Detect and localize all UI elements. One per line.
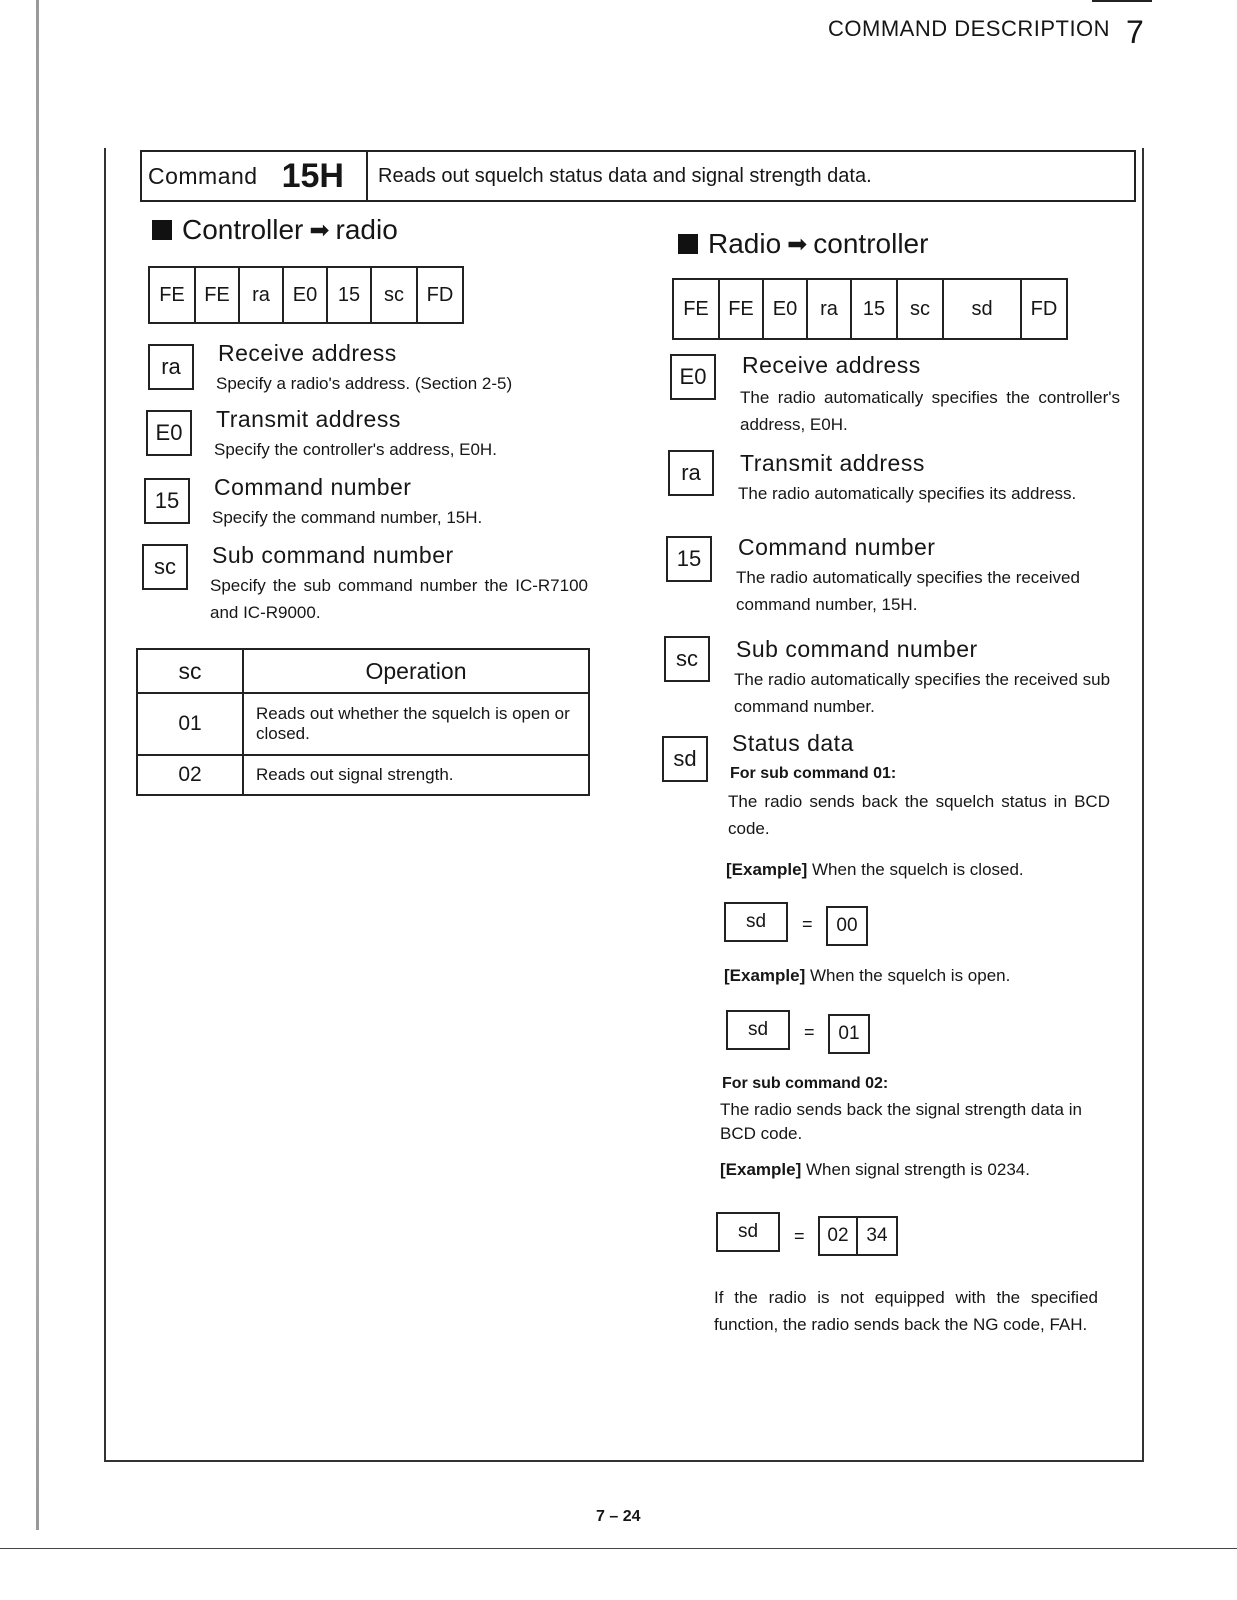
example-value-box: 34 xyxy=(856,1216,898,1256)
sub02-body: The radio sends back the signal strength data in BCD code. xyxy=(720,1100,1082,1143)
example-lhs-box: sd xyxy=(726,1010,790,1050)
field-description: The radio automatically specifies the received command number, 15H. xyxy=(736,568,1080,614)
table-cell-operation: Reads out signal strength. xyxy=(243,755,589,795)
chapter-number: 7 xyxy=(1126,14,1144,50)
frame-cell: sc xyxy=(898,280,944,338)
field-code-box: sd xyxy=(662,736,708,782)
field-description: Specify the sub command number the IC-R7100 and IC-R9000. xyxy=(210,576,588,622)
field-description: The radio automatically specifies its address. xyxy=(738,484,1077,503)
section-header: COMMAND DESCRIPTION xyxy=(828,16,1111,41)
controller-to-radio-title: Controller ➡ radio xyxy=(152,214,398,246)
field-description: Specify a radio's address. (Section 2-5) xyxy=(216,374,513,393)
frame-cell: FD xyxy=(426,283,454,306)
example-value-box: 01 xyxy=(828,1014,870,1054)
radio-frame-format xyxy=(672,278,1068,340)
frame-cell: FE xyxy=(196,268,240,322)
header-rule xyxy=(1092,0,1152,2)
field-description: Specify the command number, 15H. xyxy=(212,508,483,527)
sub01-heading: For sub command 01: xyxy=(730,765,897,782)
field-description: The radio automatically specifies the received sub command number. xyxy=(734,670,1111,716)
example-label: [Example] When the squelch is closed. xyxy=(726,860,1024,879)
table-row xyxy=(137,693,589,755)
equals-sign: = xyxy=(794,1226,805,1246)
table-header-sc: sc xyxy=(137,649,243,693)
frame-cell: FE xyxy=(720,280,764,338)
sub02-heading: For sub command 02: xyxy=(722,1075,889,1092)
radio-to-controller-title: Radio ➡ controller xyxy=(678,228,928,260)
command-bar xyxy=(140,150,1136,202)
field-code-box: E0 xyxy=(146,410,192,456)
right-arrow-icon: ➡ xyxy=(787,230,808,258)
command-id-cell xyxy=(142,152,368,200)
frame-cell: FE xyxy=(674,280,720,338)
example-label: [Example] When the squelch is open. xyxy=(724,966,1011,985)
command-label: Command xyxy=(148,162,258,189)
frame-cell: FD xyxy=(1030,297,1058,320)
controller-frame-format xyxy=(148,266,464,324)
table-cell-operation: Reads out whether the squelch is open or closed. xyxy=(243,693,589,755)
frame-cell: sd xyxy=(944,280,1022,338)
right-arrow-icon: ➡ xyxy=(309,216,330,244)
frame-cell: ra xyxy=(240,268,284,322)
sub-command-table xyxy=(136,648,590,796)
field-title: Sub command number xyxy=(212,542,454,568)
example-value-box: 00 xyxy=(826,906,868,946)
field-title: Command number xyxy=(214,474,412,500)
table-cell-sc: 02 xyxy=(137,755,243,795)
frame-cell: E0 xyxy=(284,268,328,322)
example-value-box: 02 xyxy=(818,1216,858,1256)
frame-cell: ra xyxy=(808,280,852,338)
frame-cell: 15 xyxy=(328,268,372,322)
equals-sign: = xyxy=(802,914,813,934)
field-title: Status data xyxy=(732,730,854,756)
page-number: 7 – 24 xyxy=(596,1508,641,1525)
field-code-box: ra xyxy=(148,344,194,390)
equals-sign: = xyxy=(804,1022,815,1042)
field-title: Transmit address xyxy=(740,450,925,476)
table-header-operation: Operation xyxy=(243,649,589,693)
frame-cell: sc xyxy=(372,268,418,322)
example-lhs-box: sd xyxy=(716,1212,780,1252)
field-title: Receive address xyxy=(742,352,921,378)
example-label: [Example] When signal strength is 0234. xyxy=(720,1160,1030,1179)
table-header-row xyxy=(137,649,589,693)
table-cell-sc: 01 xyxy=(137,693,243,755)
example-lhs-box: sd xyxy=(724,902,788,942)
field-title: Transmit address xyxy=(216,406,401,432)
frame-cell: E0 xyxy=(764,280,808,338)
bullet-square-icon xyxy=(678,234,698,254)
sub01-body: The radio sends back the squelch status in BCD code. xyxy=(728,792,1110,838)
bullet-square-icon xyxy=(152,220,172,240)
command-description: Reads out squelch status data and signal strength data. xyxy=(378,164,872,187)
field-code-box: ra xyxy=(668,450,714,496)
frame-cell: 15 xyxy=(852,280,898,338)
page-scan-edge xyxy=(36,0,39,1530)
field-code-box: 15 xyxy=(144,478,190,524)
table-row xyxy=(137,755,589,795)
field-title: Receive address xyxy=(218,340,397,366)
field-title: Sub command number xyxy=(736,636,978,662)
field-description: Specify the controller's address, E0H. xyxy=(214,440,497,459)
command-code: 15H xyxy=(281,156,344,195)
field-title: Command number xyxy=(738,534,936,560)
bottom-rule xyxy=(0,1548,1237,1549)
ng-code-note: If the radio is not equipped with the specified function, the radio sends back the NG code, FAH. xyxy=(714,1288,1098,1334)
frame-cell: FE xyxy=(150,268,196,322)
field-description: The radio automatically specifies the controller's address, E0H. xyxy=(740,388,1120,434)
field-code-box: 15 xyxy=(666,536,712,582)
field-code-box: sc xyxy=(142,544,188,590)
field-code-box: sc xyxy=(664,636,710,682)
field-code-box: E0 xyxy=(670,354,716,400)
